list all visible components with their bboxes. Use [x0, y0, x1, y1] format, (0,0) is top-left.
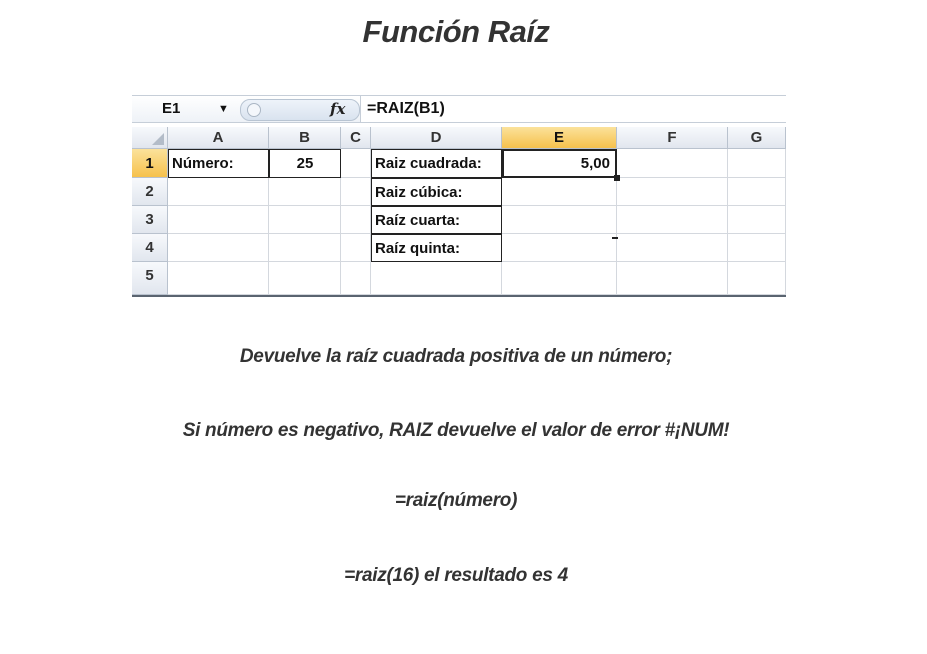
row-header-3[interactable]: 3	[132, 206, 168, 234]
cell-f3[interactable]	[617, 206, 728, 234]
cell-e5[interactable]	[502, 262, 617, 295]
column-header-g[interactable]: G	[728, 127, 786, 149]
name-box[interactable]	[132, 96, 232, 122]
result-example: =raiz(16) el resultado es 4	[344, 565, 568, 586]
cell-f4[interactable]	[617, 234, 728, 262]
resize-grip-icon	[247, 103, 261, 117]
cell-f1[interactable]	[617, 149, 728, 178]
cell-e4[interactable]	[502, 234, 617, 262]
formula-input[interactable]: =RAIZ(B1)	[360, 96, 793, 122]
cell-b1[interactable]: 25	[269, 149, 341, 178]
cell-b4[interactable]	[269, 234, 341, 262]
row-header-5[interactable]: 5	[132, 262, 168, 295]
cell-e1[interactable]: 5,00	[502, 149, 617, 178]
cell-e3[interactable]	[502, 206, 617, 234]
cell-marker	[612, 237, 618, 239]
syntax-example: =raiz(número)	[394, 490, 518, 511]
cell-b2[interactable]	[269, 178, 341, 206]
column-header-c[interactable]: C	[341, 127, 371, 149]
insert-function-icon[interactable]: fx	[330, 100, 346, 118]
column-header-f[interactable]: F	[617, 127, 728, 149]
cell-g5[interactable]	[728, 262, 786, 295]
column-header-b[interactable]: B	[269, 127, 341, 149]
cell-c2[interactable]	[341, 178, 371, 206]
cell-a3[interactable]	[168, 206, 269, 234]
cell-g4[interactable]	[728, 234, 786, 262]
select-all-icon	[152, 133, 164, 145]
cell-d5[interactable]	[371, 262, 502, 295]
row-header-4[interactable]: 4	[132, 234, 168, 262]
cell-f5[interactable]	[617, 262, 728, 295]
description-line-1: Devuelve la raíz cuadrada positiva de un número;	[239, 346, 673, 367]
spreadsheet-screenshot	[132, 95, 786, 295]
cell-c4[interactable]	[341, 234, 371, 262]
page-title: Función Raíz	[362, 14, 550, 49]
cell-f2[interactable]	[617, 178, 728, 206]
cell-d1[interactable]: Raiz cuadrada:	[371, 149, 502, 178]
cell-g3[interactable]	[728, 206, 786, 234]
column-header-d[interactable]: D	[371, 127, 502, 149]
column-header-e[interactable]: E	[502, 127, 617, 149]
cell-e2[interactable]	[502, 178, 617, 206]
cell-d2[interactable]: Raiz cúbica:	[371, 178, 502, 206]
formula-bar	[132, 95, 786, 123]
row-header-1[interactable]: 1	[132, 149, 168, 178]
cell-a2[interactable]	[168, 178, 269, 206]
chevron-down-icon[interactable]: ▼	[218, 103, 229, 115]
fill-handle[interactable]	[614, 175, 620, 181]
row-header-2[interactable]: 2	[132, 178, 168, 206]
cell-d4[interactable]: Raíz quinta:	[371, 234, 502, 262]
cell-g2[interactable]	[728, 178, 786, 206]
name-box-value: E1	[162, 100, 181, 117]
cell-a4[interactable]	[168, 234, 269, 262]
cell-b3[interactable]	[269, 206, 341, 234]
column-header-a[interactable]: A	[168, 127, 269, 149]
description-line-2: Si número es negativo, RAIZ devuelve el valor de error #¡NUM!	[182, 420, 730, 441]
cell-g1[interactable]	[728, 149, 786, 178]
cell-c5[interactable]	[341, 262, 371, 295]
select-all-corner[interactable]	[132, 127, 168, 149]
cell-a5[interactable]	[168, 262, 269, 295]
sheet-bottom-edge	[132, 295, 786, 297]
cell-c3[interactable]	[341, 206, 371, 234]
cell-d3[interactable]: Raíz cuarta:	[371, 206, 502, 234]
cell-a1[interactable]: Número:	[168, 149, 269, 178]
worksheet-grid	[132, 127, 786, 295]
cell-c1[interactable]	[341, 149, 371, 178]
cell-b5[interactable]	[269, 262, 341, 295]
